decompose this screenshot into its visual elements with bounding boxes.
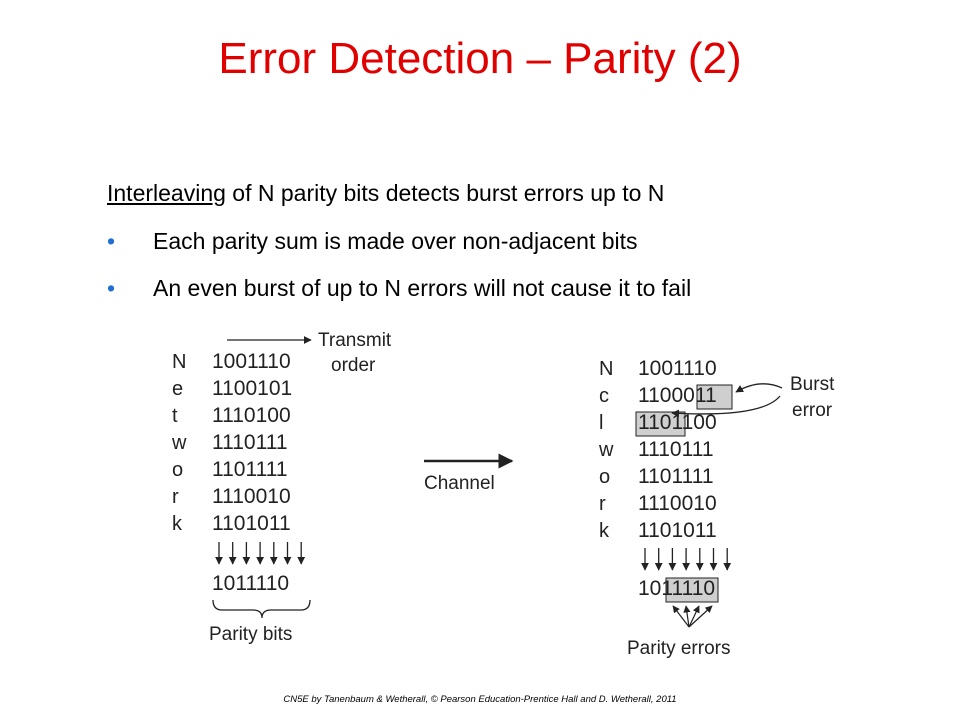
parity-errors-label: Parity errors xyxy=(627,638,731,659)
footer-credit: CN5E by Tanenbaum & Wetherall, © Pearson Education-Prentice Hall and D. Wetherall, 2011 xyxy=(283,694,677,705)
parity-bits-brace xyxy=(213,600,310,618)
row-letter: w xyxy=(172,432,187,454)
left-letter-column xyxy=(171,351,187,535)
bullet-text: An even burst of up to N errors will not cause it to fail xyxy=(153,275,692,301)
row-letter: w xyxy=(599,439,614,461)
transmit-label-line1: Transmit xyxy=(318,330,392,351)
row-letter: k xyxy=(172,513,182,535)
row-letter: N xyxy=(172,351,187,373)
bit-row: 1101111 xyxy=(212,458,288,481)
row-letter: r xyxy=(599,493,606,515)
bullet-dot-icon: • xyxy=(107,228,116,254)
row-letter: l xyxy=(599,412,604,434)
row-letter: t xyxy=(172,405,178,427)
burst-label-line2: error xyxy=(792,400,833,421)
right-column-arrows xyxy=(645,548,727,570)
bit-row: 1110100 xyxy=(212,404,291,427)
row-letter: k xyxy=(599,520,609,542)
right-bit-rows xyxy=(638,357,717,542)
bullet-dot-icon: • xyxy=(107,275,116,301)
bit-row: 1001110 xyxy=(212,350,291,373)
bit-row: 1110111 xyxy=(212,431,288,454)
row-letter: c xyxy=(599,385,609,407)
bit-row: 1110010 xyxy=(638,492,717,515)
bit-row: 1101011 xyxy=(638,519,717,542)
burst-arrow-icon xyxy=(736,384,782,392)
bit-row: 1101011 xyxy=(212,512,291,535)
bit-row: 1100101 xyxy=(212,377,293,400)
row-letter: e xyxy=(172,378,184,400)
row-letter: N xyxy=(599,358,614,380)
lead-rest: of N parity bits detects burst errors up to N xyxy=(225,180,665,206)
row-letter: o xyxy=(172,459,184,481)
parity-bits-label: Parity bits xyxy=(209,624,293,645)
right-letter-column xyxy=(598,358,614,542)
bit-row: 1100011 xyxy=(638,384,717,407)
bullet-text: Each parity sum is made over non-adjacent bits xyxy=(153,228,638,254)
right-parity-row: 1011110 xyxy=(638,577,716,600)
left-column-arrows xyxy=(219,542,301,564)
bit-row: 1101100 xyxy=(638,411,717,434)
left-parity-row: 1011110 xyxy=(212,572,290,595)
row-letter: o xyxy=(599,466,611,488)
left-bit-rows xyxy=(212,350,292,535)
bit-row: 1110111 xyxy=(638,438,714,461)
row-letter: r xyxy=(172,486,179,508)
parity-error-arrows xyxy=(673,606,712,627)
slide-title: Error Detection – Parity (2) xyxy=(218,34,742,83)
channel-label: Channel xyxy=(424,473,495,494)
interleaving-term: Interleaving xyxy=(107,180,226,206)
bit-row: 1001110 xyxy=(638,357,717,380)
burst-label-line1: Burst xyxy=(790,374,835,395)
bit-row: 1101111 xyxy=(638,465,714,488)
transmit-label-line2: order xyxy=(331,355,376,376)
bit-row: 1110010 xyxy=(212,485,291,508)
